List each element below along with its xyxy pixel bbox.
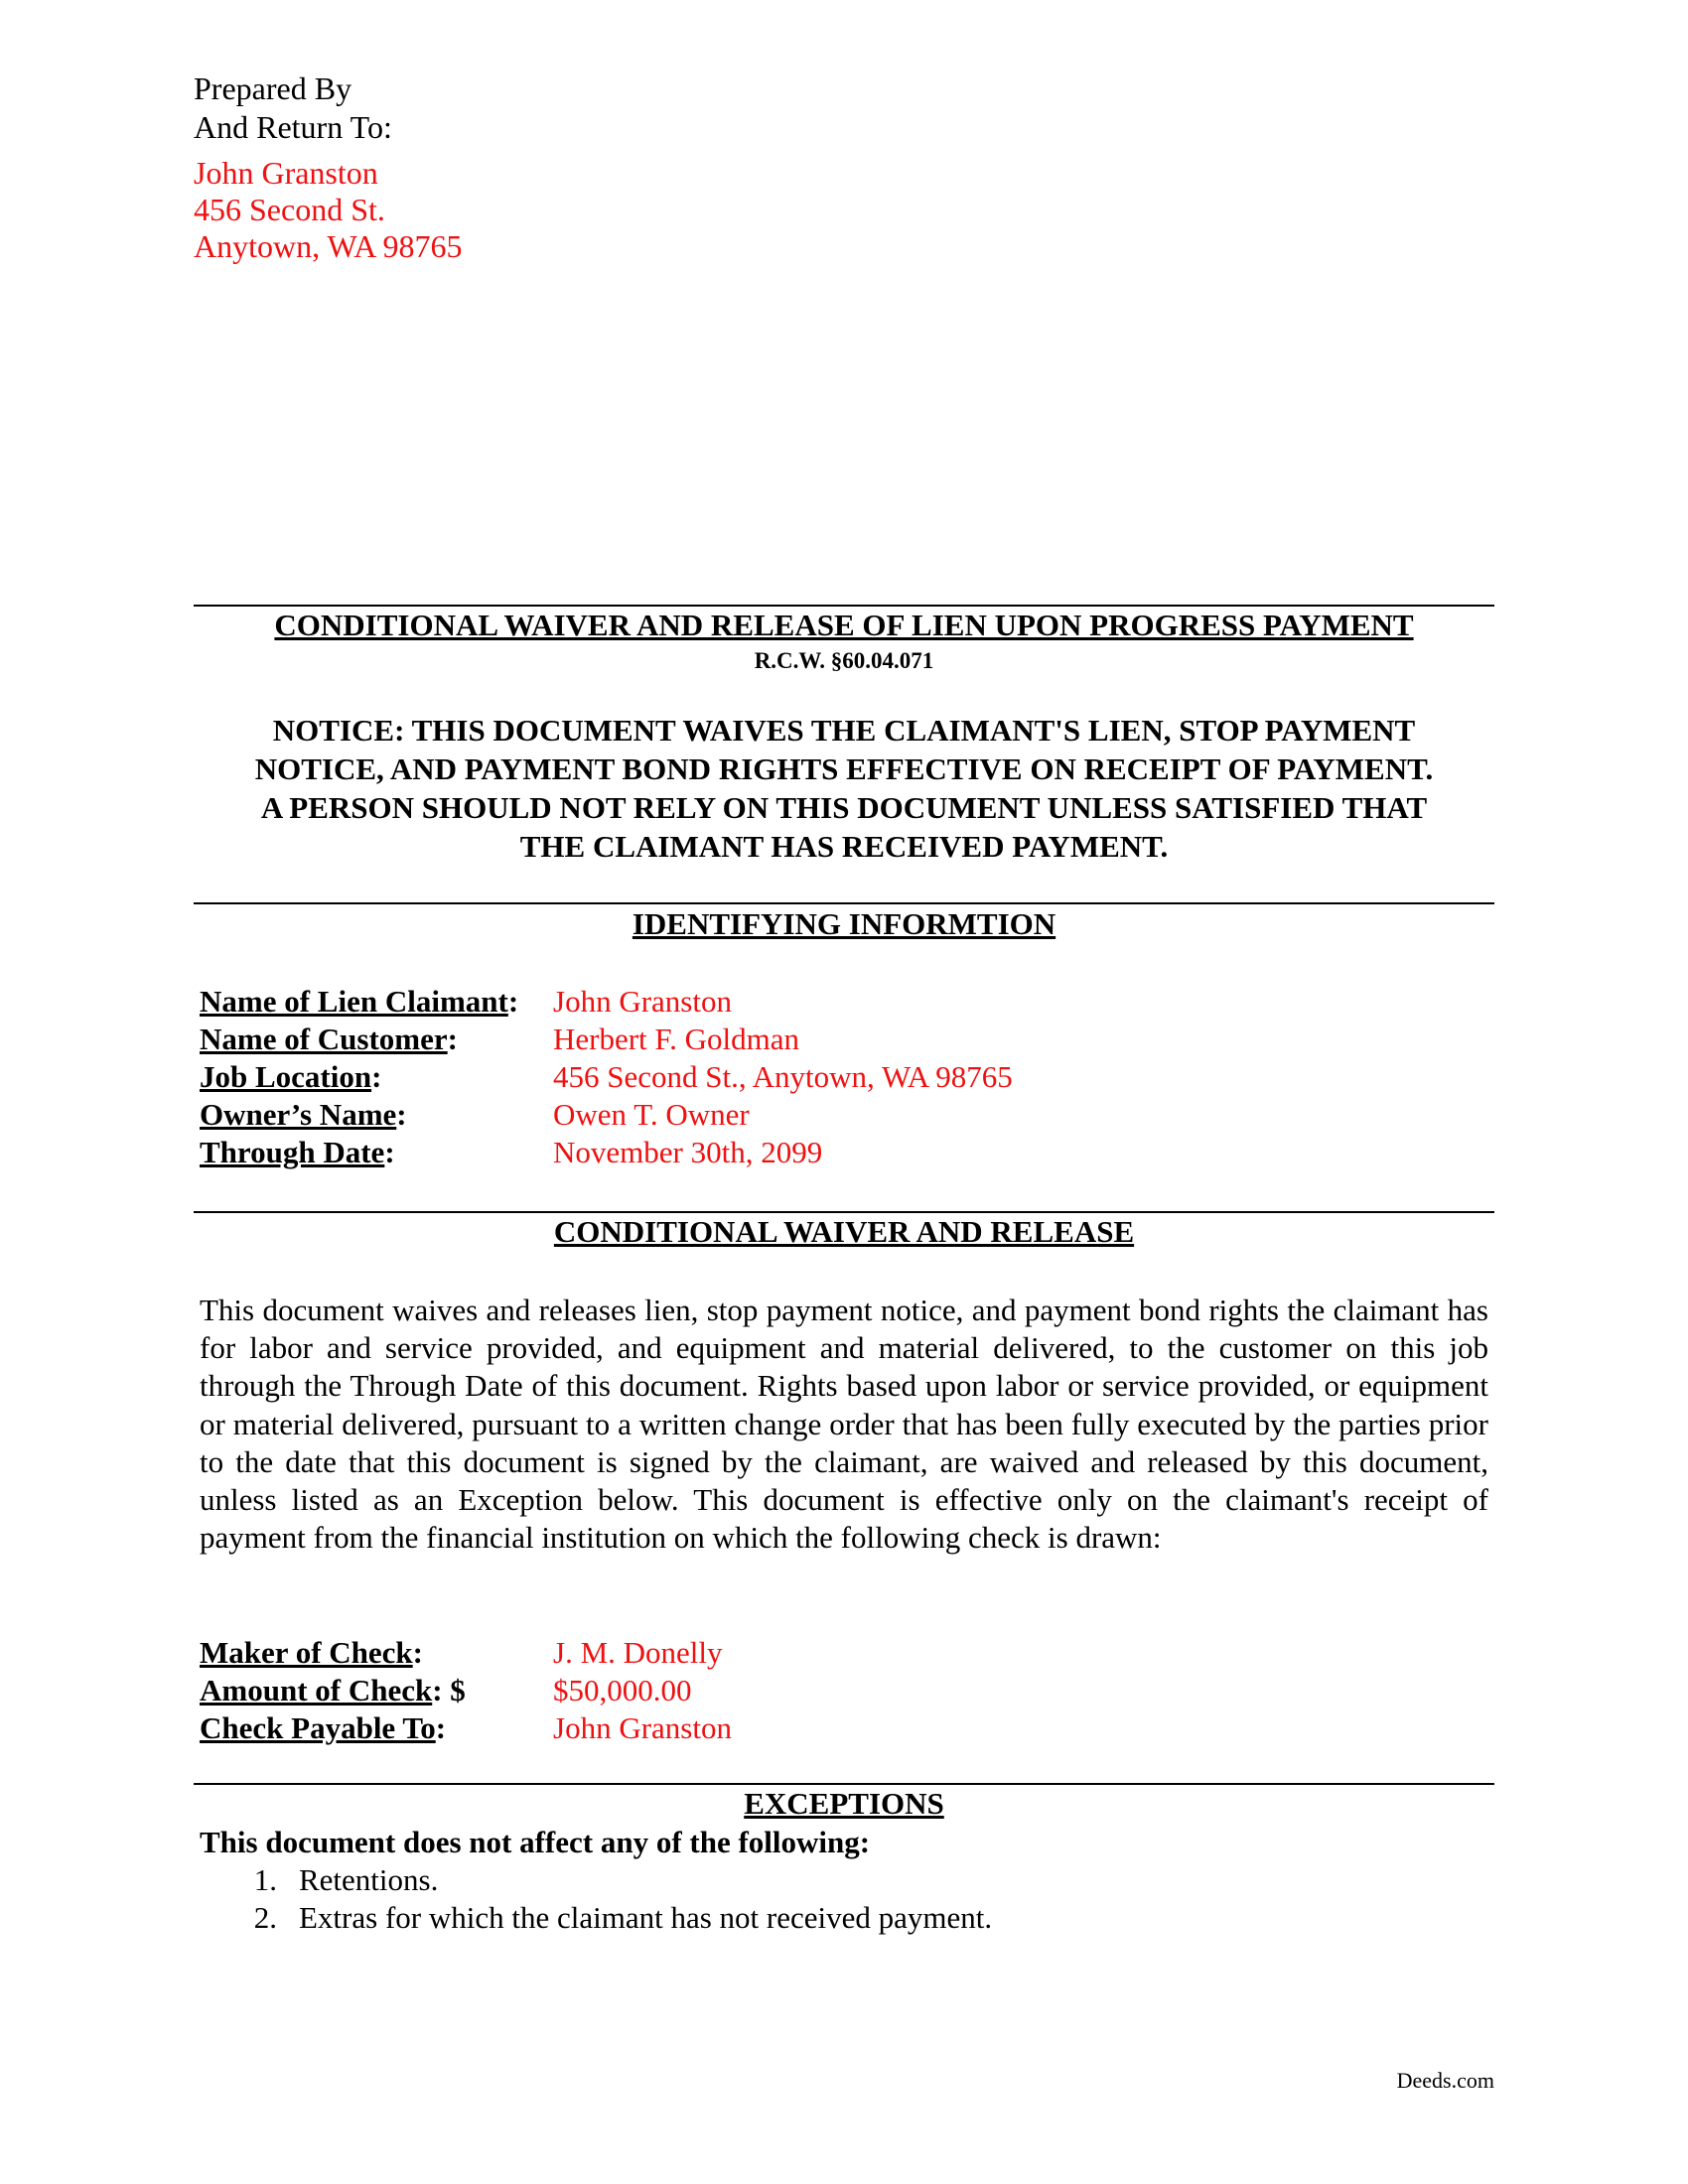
maker-of-check-label: Maker of Check: [200, 1635, 413, 1670]
preparer-city: Anytown, WA 98765: [194, 228, 463, 264]
job-location-value: 456 Second St., Anytown, WA 98765: [553, 1059, 1013, 1094]
lien-claimant-value: John Granston: [553, 984, 732, 1019]
waiver-rule: [194, 1211, 1494, 1213]
title-rule: [194, 605, 1494, 607]
amount-of-check-label: Amount of Check: [200, 1673, 433, 1707]
field-row-check-payable-to: Check Payable To: John Granston: [200, 1710, 732, 1745]
exceptions-heading-text: EXCEPTIONS: [744, 1786, 944, 1821]
owner-label: Owner’s Name: [200, 1097, 397, 1132]
field-row-customer: Name of Customer: Herbert F. Goldman: [200, 1022, 800, 1056]
prepared-by-block: [194, 69, 463, 265]
prepared-by-label: Prepared By: [194, 70, 352, 106]
identifying-heading: [194, 906, 1494, 942]
list-item: [200, 1861, 992, 1899]
document-title: [194, 608, 1494, 643]
through-date-value: November 30th, 2099: [553, 1135, 823, 1169]
field-row-owner: Owner’s Name: Owen T. Owner: [200, 1097, 750, 1132]
check-fields: [200, 1634, 732, 1747]
preparer-name: John Granston: [194, 155, 378, 191]
waiver-body: This document waives and releases lien, stop payment notice, and payment bond rights the claimant has for labor and service provided, and equipment and material delivered, to the customer on this job through the Through Date of this document. Rights based upon labor or service provided, or equipment or material delivered, pursuant to a written change order that has been fully executed by the parties prior to the date that this document is signed by the claimant, are waived and released by this document, unless listed as an Exception below. This document is effective only on the claimant's receipt of payment from the financial institution on which the following check is drawn:: [200, 1293, 1488, 1556]
check-payable-to-value: John Granston: [553, 1710, 732, 1745]
waiver-heading: [194, 1214, 1494, 1250]
exceptions-intro: This document does not affect any of the following:: [200, 1825, 871, 1859]
maker-of-check-value: J. M. Donelly: [553, 1635, 723, 1670]
job-location-label: Job Location: [200, 1059, 372, 1094]
field-row-amount-of-check: Amount of Check: $ $50,000.00: [200, 1673, 692, 1707]
footer-brand: Deeds.com: [1396, 2068, 1494, 2093]
exceptions-list: [200, 1861, 992, 1937]
customer-value: Herbert F. Goldman: [553, 1022, 800, 1056]
identifying-heading-text: IDENTIFYING INFORMTION: [632, 906, 1056, 941]
list-item-number: 1.: [253, 1862, 277, 1897]
lien-claimant-label: Name of Lien Claimant: [200, 984, 508, 1019]
waiver-heading-text: CONDITIONAL WAIVER AND RELEASE: [553, 1214, 1135, 1249]
check-payable-to-label: Check Payable To: [200, 1710, 436, 1745]
identifying-fields: [200, 983, 1013, 1171]
return-to-label: And Return To:: [194, 109, 392, 145]
list-item-text: Extras for which the claimant has not received payment.: [299, 1900, 993, 1935]
field-row-job-location: Job Location: 456 Second St., Anytown, WA 98765: [200, 1059, 1013, 1094]
notice-line-2: NOTICE, AND PAYMENT BOND RIGHTS EFFECTIVE ON RECEIPT OF PAYMENT.: [254, 751, 1434, 786]
statute-reference: R.C.W. §60.04.071: [754, 648, 934, 673]
preparer-street: 456 Second St.: [194, 192, 385, 227]
exceptions-rule: [194, 1783, 1494, 1785]
notice-line-4: THE CLAIMANT HAS RECEIVED PAYMENT.: [519, 829, 1169, 864]
identifying-rule: [194, 902, 1494, 904]
list-item-text: Retentions.: [299, 1862, 439, 1897]
list-item-number: 2.: [253, 1900, 277, 1935]
through-date-label: Through Date: [200, 1135, 385, 1169]
owner-value: Owen T. Owner: [553, 1097, 750, 1132]
notice-line-1: NOTICE: THIS DOCUMENT WAIVES THE CLAIMANT'S LIEN, STOP PAYMENT: [272, 713, 1416, 748]
customer-label: Name of Customer: [200, 1022, 448, 1056]
exceptions-heading: [194, 1786, 1494, 1822]
amount-of-check-value: $50,000.00: [553, 1673, 692, 1707]
field-row-maker-of-check: Maker of Check: J. M. Donelly: [200, 1635, 723, 1670]
field-row-through-date: Through Date: November 30th, 2099: [200, 1135, 823, 1169]
field-row-lien-claimant: Name of Lien Claimant: John Granston: [200, 984, 732, 1019]
list-item: [200, 1899, 992, 1937]
document-title-text: CONDITIONAL WAIVER AND RELEASE OF LIEN UPON PROGRESS PAYMENT: [274, 608, 1414, 642]
notice-block: [194, 711, 1494, 866]
notice-line-3: A PERSON SHOULD NOT RELY ON THIS DOCUMENT UNLESS SATISFIED THAT: [260, 790, 1428, 825]
